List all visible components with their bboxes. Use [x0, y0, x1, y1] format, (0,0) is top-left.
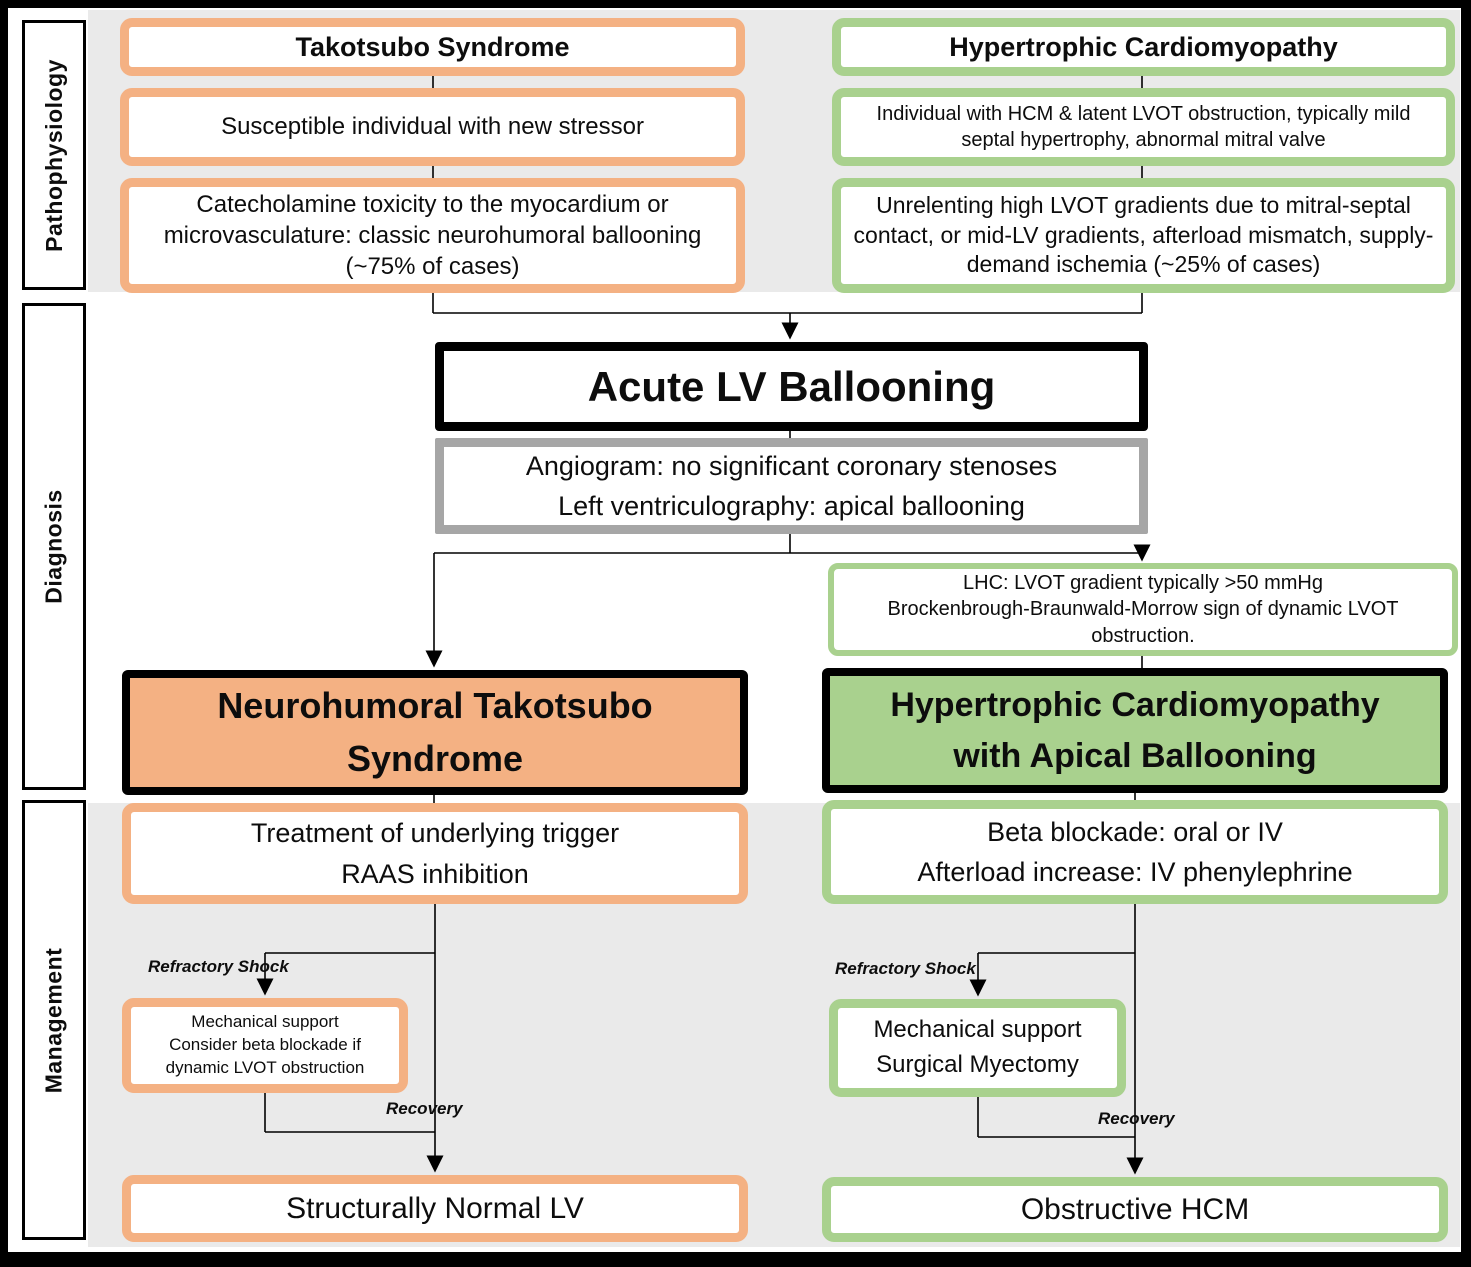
hcm-outcome-box — [822, 1177, 1448, 1242]
takotsubo-shock-line3: dynamic LVOT obstruction — [165, 1057, 365, 1077]
hcm-header-box — [832, 18, 1455, 76]
hcm-diagnosis-line2: with Apical Ballooning — [953, 736, 1317, 775]
hcm-treatment-box — [822, 800, 1448, 904]
takotsubo-treatment-line1: Treatment of underlying trigger — [250, 818, 620, 848]
section-label-management-text: Management — [40, 947, 67, 1093]
takotsubo-diagnosis-line2: Syndrome — [346, 737, 524, 779]
lhc-line2: Brockenbrough-Braunwald-Morrow sign of dynamic LVOT — [887, 598, 1399, 621]
section-label-management — [22, 800, 86, 1240]
section-label-diagnosis — [22, 303, 86, 790]
hcm-shock-line2: Surgical Myectomy — [876, 1051, 1079, 1078]
section-label-pathophysiology — [22, 20, 86, 290]
hcm-refractory-shock-label: Refractory Shock — [835, 959, 976, 978]
takotsubo-step2-box — [120, 178, 745, 293]
acute-lv-ballooning-box — [435, 342, 1148, 431]
takotsubo-header-text: Takotsubo Syndrome — [295, 31, 570, 62]
hcm-treatment-line1: Beta blockade: oral or IV — [987, 816, 1283, 847]
takotsubo-diagnosis-line1: Neurohumoral Takotsubo — [217, 685, 653, 727]
takotsubo-treatment-box — [122, 803, 748, 904]
angiogram-line1: Angiogram: no significant coronary stenoses — [525, 450, 1058, 481]
hcm-shock-box — [829, 999, 1126, 1097]
takotsubo-outcome-box — [122, 1175, 748, 1242]
hcm-step1-box — [832, 88, 1455, 166]
takotsubo-step1-text: Susceptible individual with new stressor — [221, 113, 644, 141]
hcm-step2-box — [832, 178, 1455, 293]
hcm-step2-text: Unrelenting high LVOT gradients due to mitral-septal contact, or mid-LV gradients, afterload mismatch, supply-demand ischemia (~25% of cases) — [853, 191, 1434, 278]
hcm-treatment-line2: Afterload increase: IV phenylephrine — [917, 857, 1353, 887]
takotsubo-step2-text: Catecholamine toxicity to the myocardium or microvasculature: classic neurohumoral ballooning (~75% of cases) — [163, 190, 702, 281]
takotsubo-refractory-shock-label: Refractory Shock — [148, 957, 289, 976]
hcm-recovery-label: Recovery — [1098, 1109, 1175, 1128]
hcm-step1-text: Individual with HCM & latent LVOT obstruction, typically mild septal hypertrophy, abnormal mitral valve — [876, 102, 1411, 151]
angiogram-line2: Left ventriculography: apical ballooning — [558, 491, 1025, 521]
takotsubo-header-box — [120, 18, 745, 76]
lhc-line1: LHC: LVOT gradient typically >50 mmHg — [963, 571, 1323, 594]
takotsubo-step1-box — [120, 88, 745, 166]
hcm-outcome-text: Obstructive HCM — [1020, 1192, 1250, 1226]
takotsubo-recovery-label: Recovery — [386, 1099, 463, 1118]
takotsubo-outcome-text: Structurally Normal LV — [286, 1191, 584, 1225]
lhc-findings-box — [828, 563, 1458, 656]
section-label-diagnosis-text: Diagnosis — [40, 489, 67, 604]
takotsubo-shock-box — [122, 998, 408, 1093]
hcm-diagnosis-line1: Hypertrophic Cardiomyopathy — [890, 685, 1380, 724]
hcm-header-text: Hypertrophic Cardiomyopathy — [949, 31, 1338, 62]
takotsubo-treatment-line2: RAAS inhibition — [341, 858, 529, 889]
section-label-pathophysiology-text: Pathophysiology — [40, 58, 67, 252]
hcm-shock-line1: Mechanical support — [873, 1016, 1082, 1044]
hcm-diagnosis-box — [822, 668, 1448, 793]
takotsubo-shock-line1: Mechanical support — [191, 1012, 339, 1032]
angiogram-findings-box — [435, 438, 1148, 534]
takotsubo-shock-line2: Consider beta blockade if — [169, 1035, 361, 1055]
lhc-line3: obstruction. — [1091, 624, 1195, 647]
acute-lv-ballooning-text: Acute LV Ballooning — [587, 362, 996, 410]
takotsubo-diagnosis-box — [122, 670, 748, 795]
